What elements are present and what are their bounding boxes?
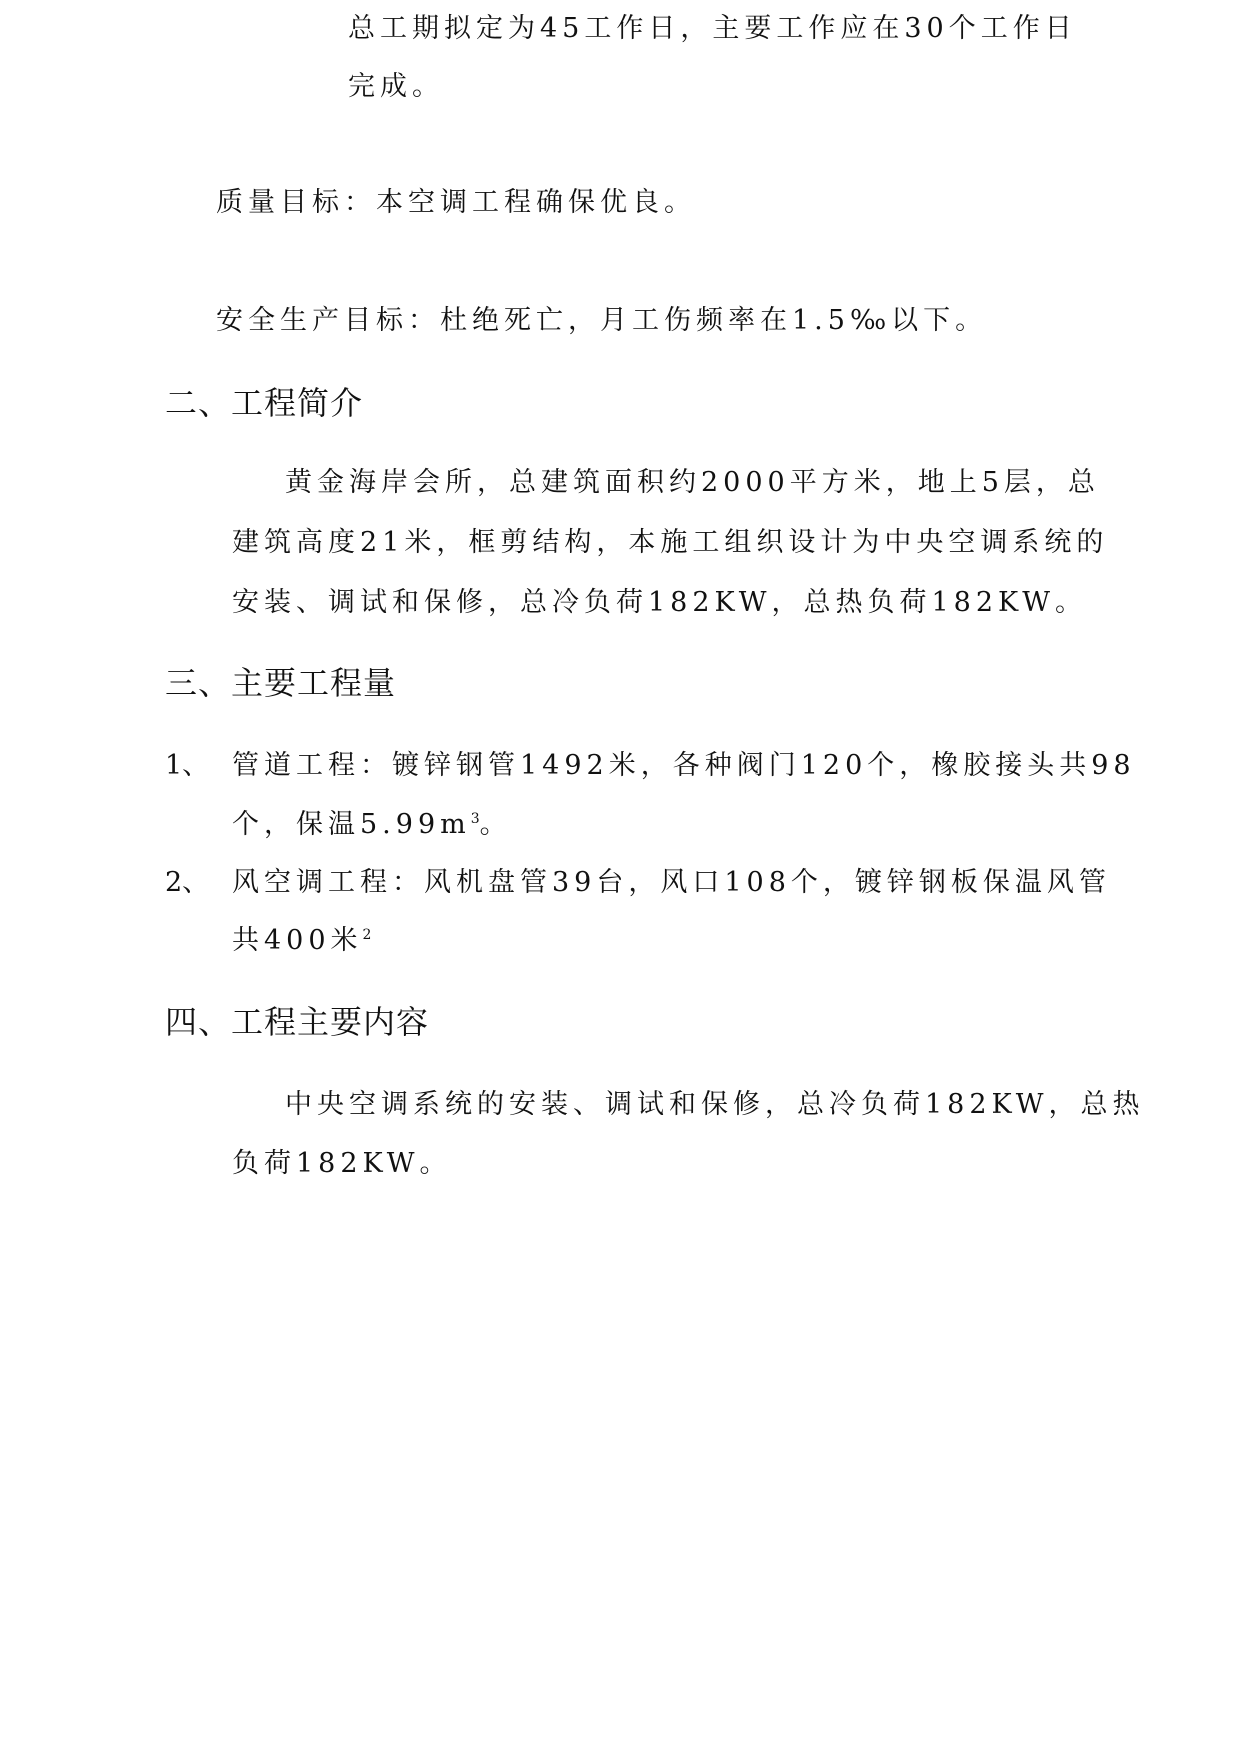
superscript-3: 3	[470, 811, 480, 827]
pipe-works-line-1: 管道工程：镀锌钢管1492米，各种阀门120个，橡胶接头共98	[232, 750, 1136, 781]
pipe-works-line-2-text: 个，保温5.99m	[232, 809, 471, 840]
air-conditioning-works-line-2-text: 共400米	[232, 925, 363, 956]
list-item-number-2: 2、	[165, 867, 210, 898]
section-heading-main-content: 四、工程主要内容	[165, 1003, 430, 1041]
overview-paragraph-line-1: 黄金海岸会所，总建筑面积约2000平方米，地上5层，总	[285, 467, 1100, 498]
schedule-line-1: 总工期拟定为45工作日，主要工作应在30个工作日	[348, 13, 1077, 44]
overview-paragraph-line-3: 安装、调试和保修，总冷负荷182KW，总热负荷182KW。	[232, 587, 1087, 618]
air-conditioning-works-line-2	[232, 924, 371, 958]
safety-target: 安全生产目标：杜绝死亡，月工伤频率在1.5‰以下。	[216, 305, 988, 336]
schedule-line-2: 完成。	[348, 71, 444, 102]
quality-target: 质量目标：本空调工程确保优良。	[216, 187, 696, 218]
main-content-line-1: 中央空调系统的安装、调试和保修，总冷负荷182KW，总热	[285, 1089, 1145, 1120]
section-heading-project-overview: 二、工程简介	[165, 384, 364, 422]
list-item-number-1: 1、	[165, 750, 210, 781]
section-heading-main-quantities: 三、主要工程量	[165, 664, 397, 702]
overview-paragraph-line-2: 建筑高度21米，框剪结构，本施工组织设计为中央空调系统的	[232, 527, 1109, 558]
superscript-2: 2	[362, 927, 372, 943]
pipe-works-line-2-end: 。	[479, 809, 512, 840]
air-conditioning-works-line-1: 风空调工程：风机盘管39台，风口108个，镀锌钢板保温风管	[232, 867, 1111, 898]
pipe-works-line-2	[232, 808, 512, 842]
main-content-line-2: 负荷182KW。	[232, 1148, 452, 1179]
